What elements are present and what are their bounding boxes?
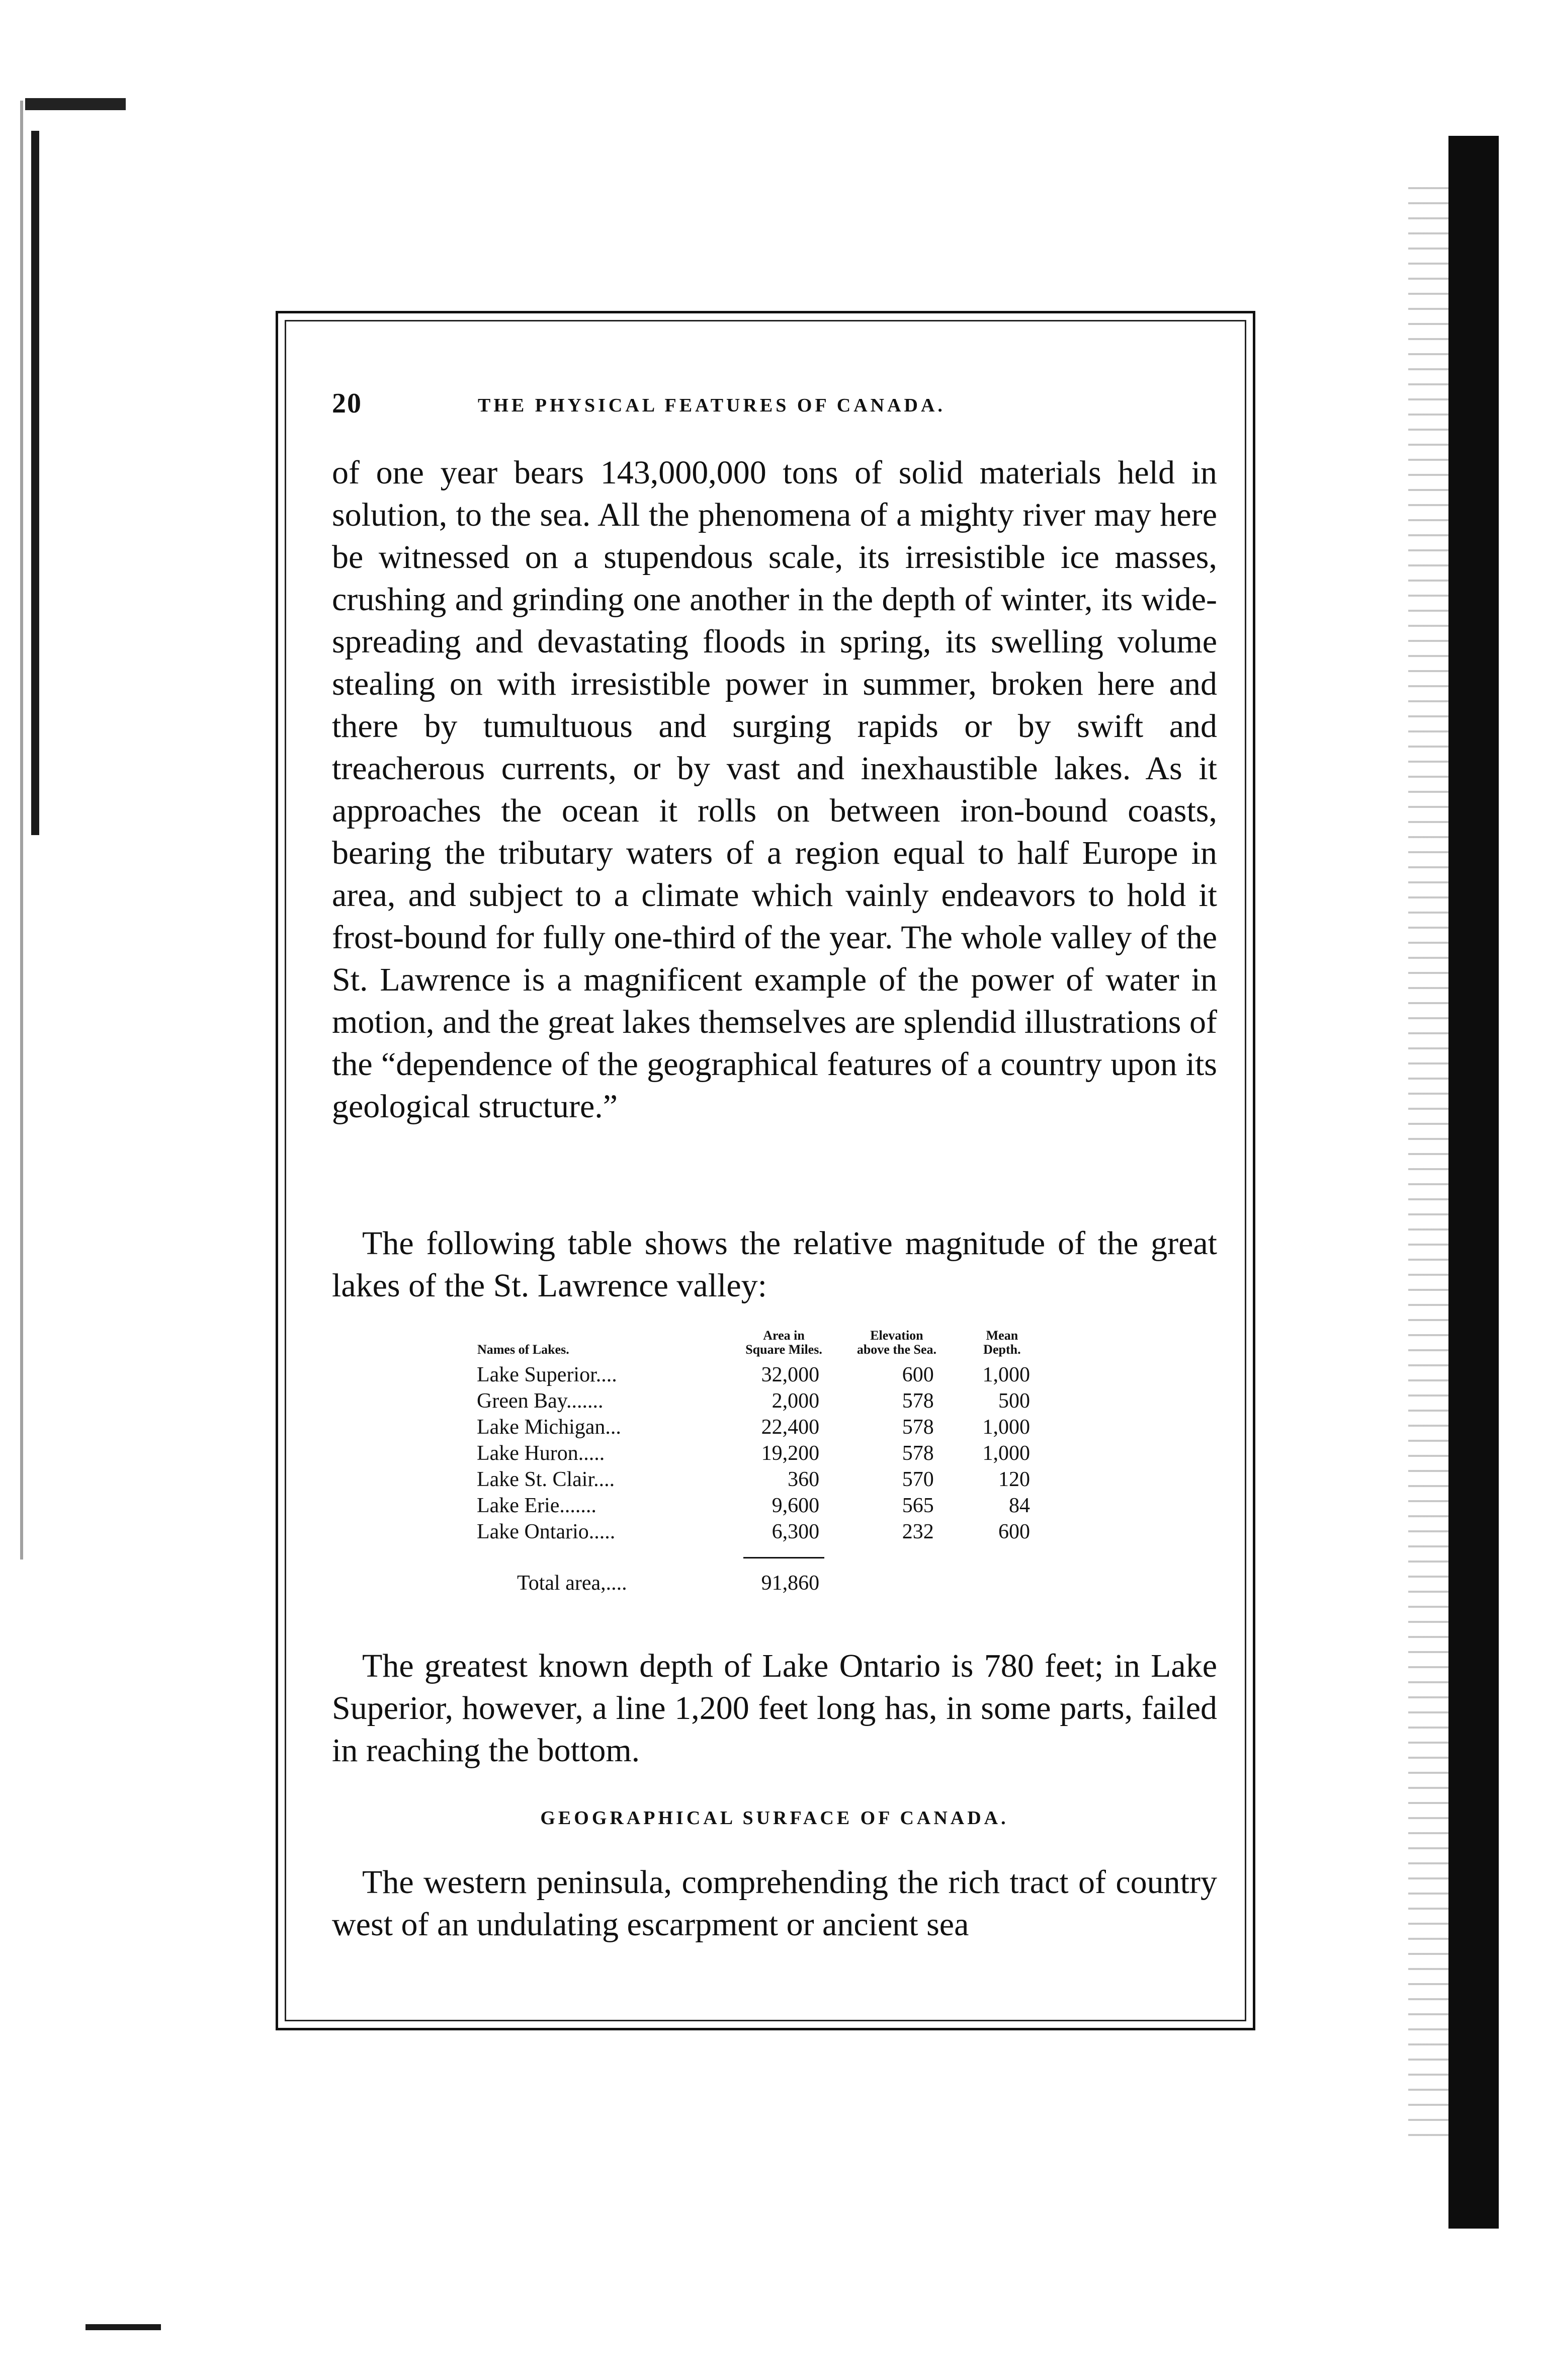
section-heading: GEOGRAPHICAL SURFACE OF CANADA.: [540, 1808, 1009, 1829]
body-paragraph-1: of one year bears 143,000,000 tons of solid materials held in solution, to the sea. All the phenomena of a mighty river may here be witnessed on a stupendous scale, its irresistible ice masses, crushing and grinding one another in the depth of winter, its wide-spreading and devastating floods in spring, its swelling volume stealing on with irresistible power in summer, broken here and there by tumultuous and surging rapids or by swift and treacherous currents, or by vast and inexhaustible lakes. As it approaches the ocean it rolls on between iron-bound coasts, bearing the tributary waters of a region equal to half Europe in area, and subject to a climate which vainly endeavors to hold it frost-bound for fully one-third of the year. The whole valley of the St. Lawrence is a magnificent example of the power of water in motion, and the great lakes themselves are splendid illustrations of the “dependence of the geographical features of a country upon its geological structure.”: [332, 454, 1217, 1125]
lake-area: 22,400: [761, 1416, 820, 1439]
lake-area: 2,000: [772, 1389, 820, 1413]
lake-depth: 1,000: [982, 1416, 1030, 1439]
lake-elevation: 578: [902, 1416, 934, 1439]
lake-name: Lake St. Clair....: [477, 1468, 615, 1491]
lake-name: Green Bay.......: [477, 1389, 604, 1413]
body-paragraph-3: The greatest known depth of Lake Ontario is 780 feet; in Lake Superior, however, a line 1,200 feet long has, in some parts, failed in reaching the bottom.: [332, 1648, 1217, 1769]
table-row: [477, 1440, 1050, 1466]
running-head: [332, 387, 1217, 423]
page-number: 20: [332, 388, 362, 419]
lake-depth: 600: [998, 1520, 1030, 1543]
scan-shadow-left-faint: [20, 101, 23, 1560]
table-row: [477, 1388, 1050, 1414]
lake-name: Lake Huron.....: [477, 1442, 605, 1465]
lake-area: 9,600: [772, 1494, 820, 1517]
lake-depth: 500: [998, 1389, 1030, 1413]
body-paragraph-4: The western peninsula, comprehending the rich tract of country west of an undulating escarpment or ancient sea: [332, 1864, 1217, 1943]
lake-elevation: 578: [902, 1389, 934, 1413]
header-names-of-lakes: Names of Lakes.: [477, 1342, 569, 1357]
lake-area: 32,000: [761, 1363, 820, 1386]
body-paragraph-2: The following table shows the relative magnitude of the great lakes of the St. Lawrence valley:: [332, 1225, 1217, 1304]
lake-area: 6,300: [772, 1520, 820, 1543]
lake-depth: 84: [1009, 1494, 1030, 1517]
lake-name: Lake Ontario.....: [477, 1520, 616, 1543]
lake-elevation: 232: [902, 1520, 934, 1543]
lake-depth: 1,000: [982, 1442, 1030, 1465]
total-area-label: Total area,....: [517, 1572, 627, 1595]
table-row: [477, 1414, 1050, 1440]
header-area: Area in Square Miles.: [745, 1328, 822, 1357]
table-row: [477, 1519, 1050, 1545]
header-elevation: Elevation above the Sea.: [856, 1328, 936, 1357]
header-mean-depth: Mean Depth.: [983, 1328, 1021, 1357]
scan-mark-bottom: [85, 2324, 161, 2330]
lake-name: Lake Michigan...: [477, 1416, 621, 1439]
lake-elevation: 600: [902, 1363, 934, 1386]
lake-elevation: 565: [902, 1494, 934, 1517]
table-row: [477, 1493, 1050, 1519]
running-head-title: THE PHYSICAL FEATURES OF CANADA.: [478, 395, 946, 416]
lake-area: 360: [788, 1468, 820, 1491]
scan-shadow-left-top: [25, 98, 126, 110]
total-area-value: 91,860: [728, 1545, 839, 1596]
table-total-row: [477, 1545, 1050, 1596]
scan-shadow-left: [31, 131, 39, 835]
table-header-row: [477, 1328, 1050, 1362]
table-row: [477, 1466, 1050, 1493]
scan-shadow-right: [1448, 136, 1499, 2229]
scan-shadow-right-fade: [1408, 181, 1453, 2143]
lake-name: Lake Superior....: [477, 1363, 617, 1386]
table-row: [477, 1362, 1050, 1388]
lakes-table: [477, 1328, 1050, 1596]
lake-elevation: 578: [902, 1442, 934, 1465]
lake-depth: 1,000: [982, 1363, 1030, 1386]
lake-depth: 120: [998, 1468, 1030, 1491]
lake-area: 19,200: [761, 1442, 820, 1465]
lake-elevation: 570: [902, 1468, 934, 1491]
lake-name: Lake Erie.......: [477, 1494, 596, 1517]
